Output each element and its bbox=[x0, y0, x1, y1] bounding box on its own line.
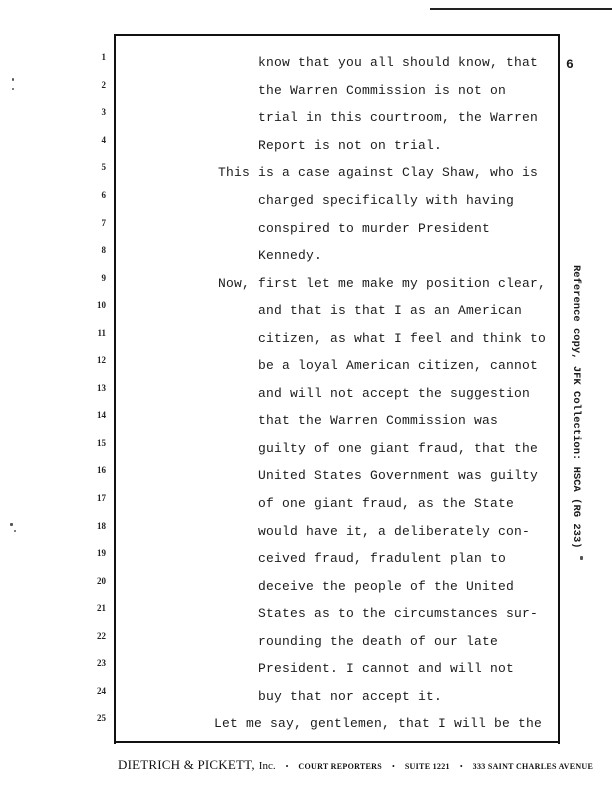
line-number: 25 bbox=[97, 713, 106, 723]
transcript-line: buy that nor accept it. bbox=[258, 689, 443, 704]
line-number: 21 bbox=[97, 603, 106, 613]
line-number: 2 bbox=[101, 80, 106, 90]
line-number: 3 bbox=[101, 107, 106, 117]
reporter-footer bbox=[118, 756, 594, 774]
line-number: 23 bbox=[97, 658, 106, 668]
transcript-line: United States Government was guilty bbox=[258, 468, 539, 483]
transcript-line: Report is not on trial. bbox=[258, 138, 443, 153]
scan-speck bbox=[10, 523, 13, 526]
address-label: 333 SAINT CHARLES AVENUE bbox=[472, 762, 594, 771]
archive-reference-stamp: Reference copy, JFK Collection: HSCA (RG 233) bbox=[570, 265, 582, 549]
line-number: 19 bbox=[97, 548, 106, 558]
line-number: 4 bbox=[101, 135, 106, 145]
court-reporters-label: COURT REPORTERS bbox=[298, 762, 382, 771]
transcript-line: of one giant fraud, as the State bbox=[258, 496, 515, 511]
transcript-line: charged specifically with having bbox=[258, 193, 515, 208]
line-number: 8 bbox=[101, 245, 106, 255]
transcript-line: Let me say, gentlemen, that I will be the bbox=[214, 716, 543, 731]
line-number: 13 bbox=[97, 383, 106, 393]
transcript-line: ceived fraud, fradulent plan to bbox=[258, 551, 507, 566]
transcript-line: citizen, as what I feel and think to bbox=[258, 331, 547, 346]
line-number: 14 bbox=[97, 410, 106, 420]
footer-separator: • bbox=[459, 762, 463, 771]
transcript-line: This is a case against Clay Shaw, who is bbox=[218, 165, 539, 180]
scan-speck bbox=[12, 78, 14, 81]
transcript-frame-bottom-rule bbox=[114, 741, 560, 743]
transcript-line: trial in this courtroom, the Warren bbox=[258, 110, 539, 125]
scan-speck bbox=[12, 88, 14, 90]
line-number: 17 bbox=[97, 493, 106, 503]
footer-separator: • bbox=[285, 762, 289, 771]
line-number: 18 bbox=[97, 521, 106, 531]
line-number: 20 bbox=[97, 576, 106, 586]
line-number: 10 bbox=[97, 300, 106, 310]
transcript-line: and will not accept the suggestion bbox=[258, 386, 531, 401]
scan-speck bbox=[14, 530, 16, 532]
line-number: 24 bbox=[97, 686, 106, 696]
line-number: 22 bbox=[97, 631, 106, 641]
transcript-line: that the Warren Commission was bbox=[258, 413, 499, 428]
transcript-line: deceive the people of the United bbox=[258, 579, 515, 594]
line-number: 16 bbox=[97, 465, 106, 475]
scan-speck bbox=[580, 556, 583, 560]
line-number: 5 bbox=[101, 162, 106, 172]
line-number: 9 bbox=[101, 273, 106, 283]
transcript-line: would have it, a deliberately con- bbox=[258, 524, 531, 539]
transcript-line: rounding the death of our late bbox=[258, 634, 499, 649]
transcript-line: conspired to murder President bbox=[258, 221, 491, 236]
line-number: 6 bbox=[101, 190, 106, 200]
line-number: 7 bbox=[101, 218, 106, 228]
transcript-line: Kennedy. bbox=[258, 248, 323, 263]
top-edge-rule bbox=[430, 8, 612, 10]
line-number: 1 bbox=[101, 52, 106, 62]
transcript-line: Now, first let me make my position clear, bbox=[218, 276, 547, 291]
footer-separator: • bbox=[392, 762, 395, 771]
transcript-line: be a loyal American citizen, cannot bbox=[258, 358, 539, 373]
suite-label: SUITE 1221 bbox=[404, 762, 450, 771]
line-number: 15 bbox=[97, 438, 106, 448]
line-number: 11 bbox=[97, 328, 106, 338]
page-number: 6 bbox=[566, 57, 574, 72]
firm-inc: Inc. bbox=[258, 760, 276, 772]
transcript-line: States as to the circumstances sur- bbox=[258, 606, 539, 621]
transcript-line: and that is that I as an American bbox=[258, 303, 523, 318]
firm-name: DIETRICH & PICKETT, bbox=[118, 757, 255, 772]
transcript-line: the Warren Commission is not on bbox=[258, 83, 507, 98]
line-number: 12 bbox=[97, 355, 106, 365]
transcript-line: know that you all should know, that bbox=[258, 55, 539, 70]
transcript-line: guilty of one giant fraud, that the bbox=[258, 441, 539, 456]
transcript-line: President. I cannot and will not bbox=[258, 661, 515, 676]
